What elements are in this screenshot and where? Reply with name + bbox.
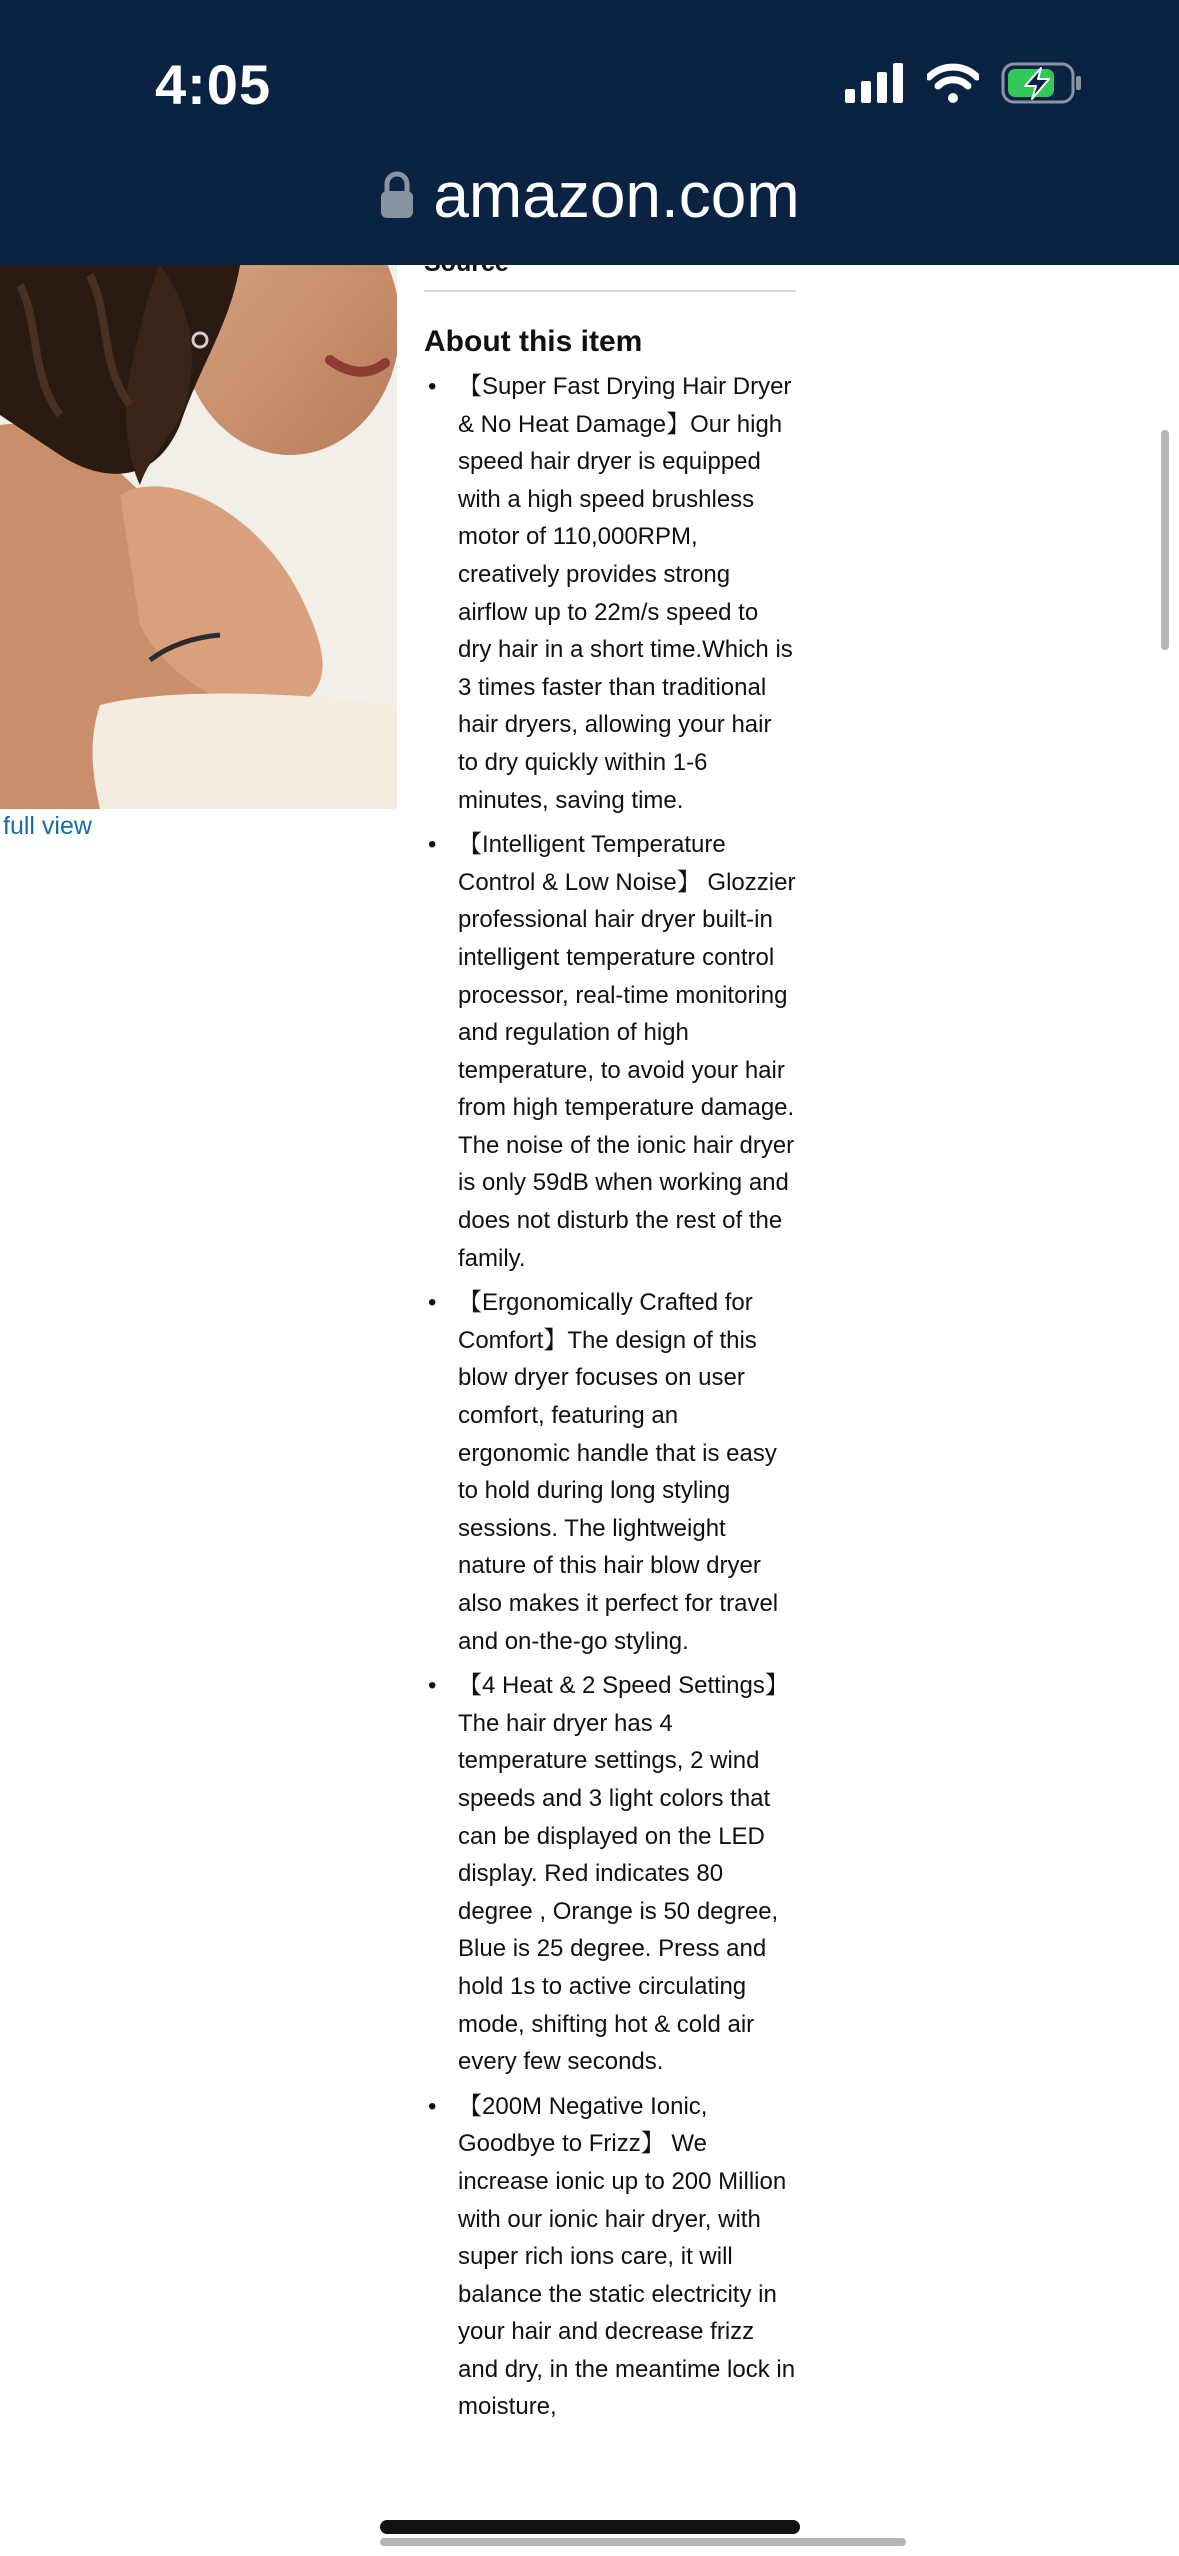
feature-bullet: • 【Ergonomically Crafted for Comfort】The design of this blow dryer focuses on user comfort, featuring an ergonomic handle that is easy to hold during long styling sessions. The lightweight nature of this hair blow dryer also makes it perfect for travel and on-the-go styling. (424, 1284, 796, 1660)
product-photo (0, 265, 397, 809)
home-indicator[interactable] (380, 2520, 800, 2534)
full-view-link[interactable]: full view (3, 812, 92, 840)
feature-bullet: • 【200M Negative Ionic, Goodbye to Frizz】 We increase ionic up to 200 Million with our ionic hair dryer, with super rich ions care, it will balance the static electricity in your hair and decrease frizz and dry, in the meantime lock in moisture, (424, 2088, 796, 2426)
status-time: 4:05 (155, 53, 272, 116)
vertical-scrollbar[interactable] (1161, 430, 1169, 650)
wifi-icon (927, 63, 979, 103)
bullet-dot: • (428, 2092, 437, 2120)
lock-icon (379, 170, 415, 220)
url-text[interactable]: amazon.com (433, 159, 800, 231)
feature-bullets (424, 368, 796, 2426)
signal-icon (845, 63, 905, 103)
bullet-dot: • (428, 1289, 437, 1317)
bullet-dot: • (428, 373, 437, 400)
address-bar[interactable] (0, 158, 1179, 232)
status-icons (845, 62, 1083, 104)
battery-charging-icon (1001, 62, 1083, 104)
about-section (424, 248, 796, 2433)
horizontal-scrollbar[interactable] (380, 2538, 906, 2546)
feature-bullet: • 【Intelligent Temperature Control & Low Noise】 Glozzier professional hair dryer built-in intelligent temperature control processor, real-time monitoring and regulation of high temperature, to avoid your hair from high temperature damage. The noise of the ionic hair dryer is only 59dB when working and does not disturb the rest of the family. (424, 826, 796, 1277)
browser-header (0, 0, 1179, 265)
bullet-dot: • (428, 831, 437, 859)
about-this-item-heading: About this item (424, 325, 643, 358)
divider (424, 290, 796, 292)
feature-bullet: • 【Super Fast Drying Hair Dryer & No Heat Damage】Our high speed hair dryer is equipped with a high speed brushless motor of 110,000RPM, creatively provides strong airflow up to 22m/s speed to dry hair in a short time.Which is 3 times faster than traditional hair dryers, allowing your hair to dry quickly within 1-6 minutes, saving time. (424, 368, 796, 819)
feature-bullet: • 【4 Heat & 2 Speed Settings】The hair dryer has 4 temperature settings, 2 wind speeds and 3 light colors that can be displayed on the LED display. Red indicates 80 degree , Orange is 50 degree, Blue is 25 degree. Press and hold 1s to active circulating mode, shifting hot & cold air every few seconds. (424, 1667, 796, 2081)
bullet-dot: • (428, 1672, 437, 1700)
product-image[interactable] (0, 265, 397, 809)
